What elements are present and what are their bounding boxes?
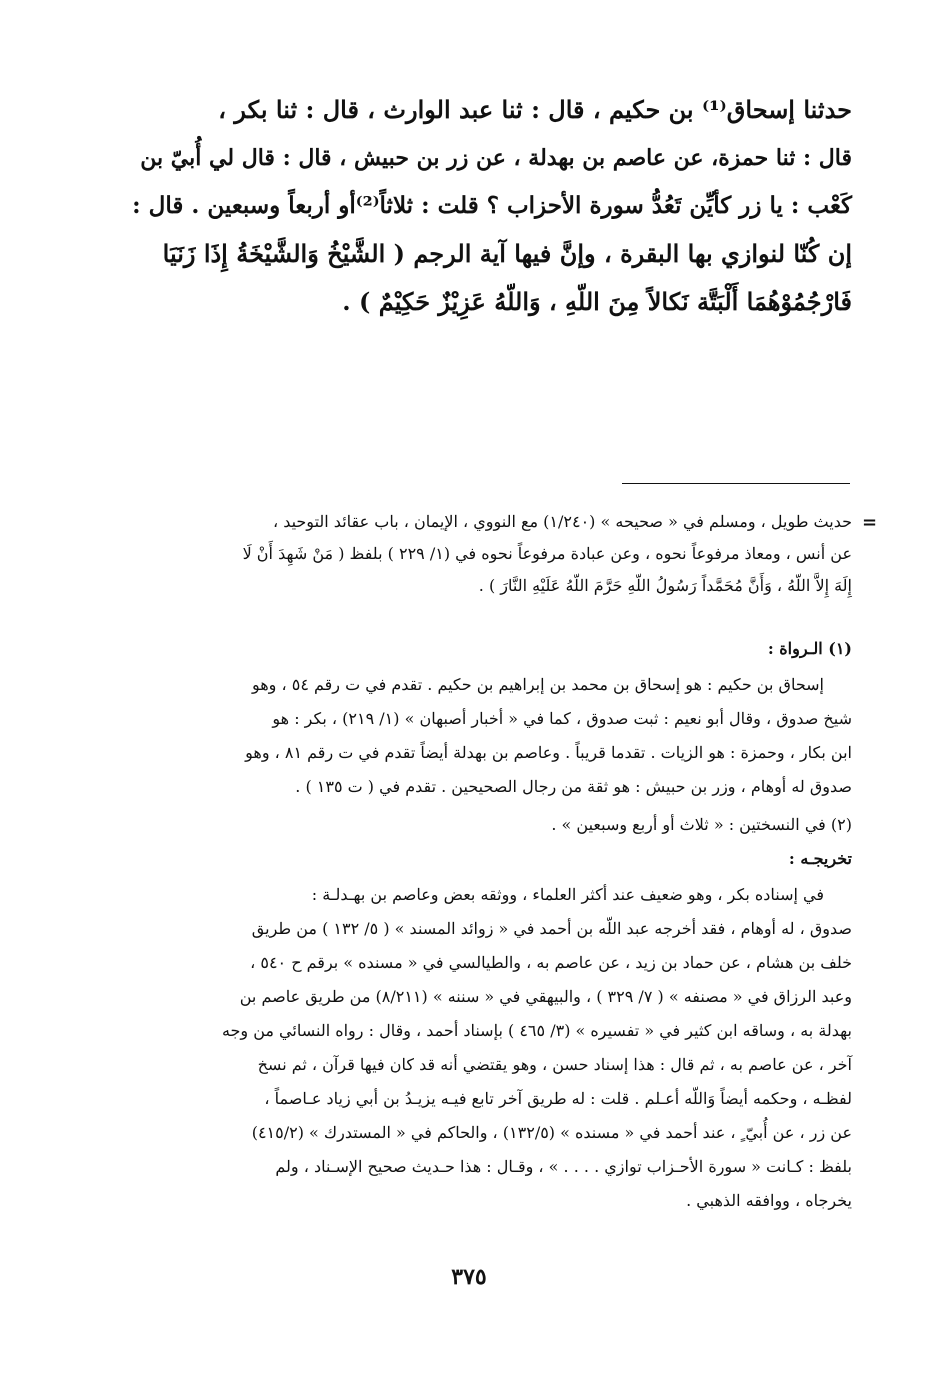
narrators-line-2: شيخ صدوق ، وقال أبو نعيم : ثبت صدوق ، كما في « أخبار أصبهان » (١/ ٢١٩) ، بكر : هو (272, 709, 852, 728)
footnote-continuation (130, 506, 852, 602)
narrators-heading: (١) الـرواة : (767, 639, 852, 658)
main-line-3: كَعْب : يا زر كأيِّن تَعُدُّ سورة الأحزاب ؟ قلت : ثلاثاً⁽²⁾أو أربعاً وسبعين . قال : (132, 192, 852, 219)
narrators-section (130, 634, 852, 664)
takhrij-body (130, 878, 852, 1218)
narrators-line-3: ابن بكار ، وحمزة : هو الزيات . تقدما قريباً . وعاصم بن بهدلة أيضاً تقدم في ت رقم ٨١ ، وهو (245, 743, 852, 762)
takhrij-line-8: عن زر ، عن أُبيّ ٍ ، عند أحمد في « مسنده » (١٣٢/٥) ، والحاكم في « المستدرك » (٤١٥/٢) (251, 1123, 852, 1142)
takhrij-line-2: صدوق ، له أوهام ، فقد أخرجه عبد اللّه بن أحمد في « زوائد المسند » ( ٥/ ١٣٢ ) من طريق (251, 919, 852, 938)
footnote-2 (130, 810, 852, 840)
main-line-2: قال : ثنا حمزة، عن عاصم بن بهدلة ، عن زر بن حبيش ، قال : قال لي أُبيّ بن (140, 145, 852, 171)
takhrij-line-5: بهدلة به ، وساقه ابن كثير في « تفسيره » (٣/ ٤٦٥ ) بإسناد أحمد ، وقال : رواه النسائي من وجه (221, 1021, 852, 1040)
continuation-line-1: حديث طويل ، ومسلم في « صحيحه » (١/٢٤٠) مع النووي ، الإيمان ، باب عقائد التوحيد ، (272, 512, 852, 531)
takhrij-heading: تخريجـه : (788, 849, 852, 868)
continuation-line-3: إِلَهَ إِلاَّ اللّهُ ، وَأَنَّ مُحَمَّداً رَسُولُ اللّهِ حَرَّمَ اللّهُ عَلَيْهِ النَّارَ ) . (478, 576, 852, 595)
continuation-mark: = (862, 512, 878, 533)
takhrij-section (130, 844, 852, 874)
takhrij-line-3: خلف بن هشام ، عن حماد بن زيد ، عن عاصم به ، والطيالسي في « مسنده » برقم ح ٥٤٠ ، (250, 953, 852, 972)
footnote-2-line: (٢) في النسختين : « ثلاث أو أربع وسبعين » . (551, 815, 852, 834)
takhrij-line-6: آخر ، عن عاصم به ، ثم قال : هذا إسناد حسن ، وهو يقتضي أنه قد كان فيها قرآن ، ثم نسخ (257, 1055, 852, 1074)
narrators-line-1: إسحاق بن حكيم : هو إسحاق بن محمد بن إبراهيم بن حكيم . تقدم في ت رقم ٥٤ ، وهو (251, 675, 824, 694)
narrators-line-4: صدوق له أوهام ، وزر بن حبيش : هو ثقة من رجال الصحيحين . تقدم في ( ت ١٣٥ ) . (295, 777, 852, 796)
takhrij-line-7: لفظـه ، وحكمه أيضاً وَاللّه أعـلم . قلت : له طريق آخر تابع فيـه يزيـدُ بن أبي زياد عـاصماً ، (264, 1089, 852, 1108)
takhrij-line-9: بلفظ : كـانت « سورة الأحـزاب توازي . . . . » ، وقـال : هذا حـديث صحيح الإسـناد ، ولم (275, 1157, 852, 1176)
takhrij-line-4: وعبد الرزاق في « مصنفه » ( ٧/ ٣٢٩ ) ، والبيهقي في « سننه » (٨/٢١١) من طريق عاصم بن (239, 987, 852, 1006)
main-line-5: فَارْجُمُوْهُمَا أَلْبَتَّة نَكالاً مِنَ اللّهِ ، وَاللّهُ عَزِيْزٌ حَكِيْمٌ ) . (342, 287, 852, 316)
main-line-4: إن كُنّا لنوازي بها البقرة ، وإنَّ فيها آية الرجم ( الشَّيْخُ وَالشَّيْخَةُ إِذَا زَنَيَا (162, 239, 852, 268)
takhrij-line-10: يخرجاه ، ووافقه الذهبي . (686, 1191, 852, 1210)
page-number: ٣٧٥ (451, 1264, 487, 1290)
footnote-separator-line (622, 483, 850, 484)
takhrij-line-1: في إسناده بكر ، وهو ضعيف عند أكثر العلماء ، ووثقه بعض وعاصم بن بهـدلـة : (311, 885, 824, 904)
continuation-line-2: عن أنس ، ومعاذ مرفوعاً نحوه ، وعن عبادة مرفوعاً نحوه في (١/ ٢٢٩ ) بلفظ ( مَنْ شَهِدَ أَنْ لَا (242, 544, 852, 563)
main-hadith-text (130, 86, 852, 326)
narrators-body (130, 668, 852, 804)
main-line-1: حدثنا إسحاق⁽¹⁾ بن حكيم ، قال : ثنا عبد الوارث ، قال : ثنا بكر ، (218, 95, 852, 124)
